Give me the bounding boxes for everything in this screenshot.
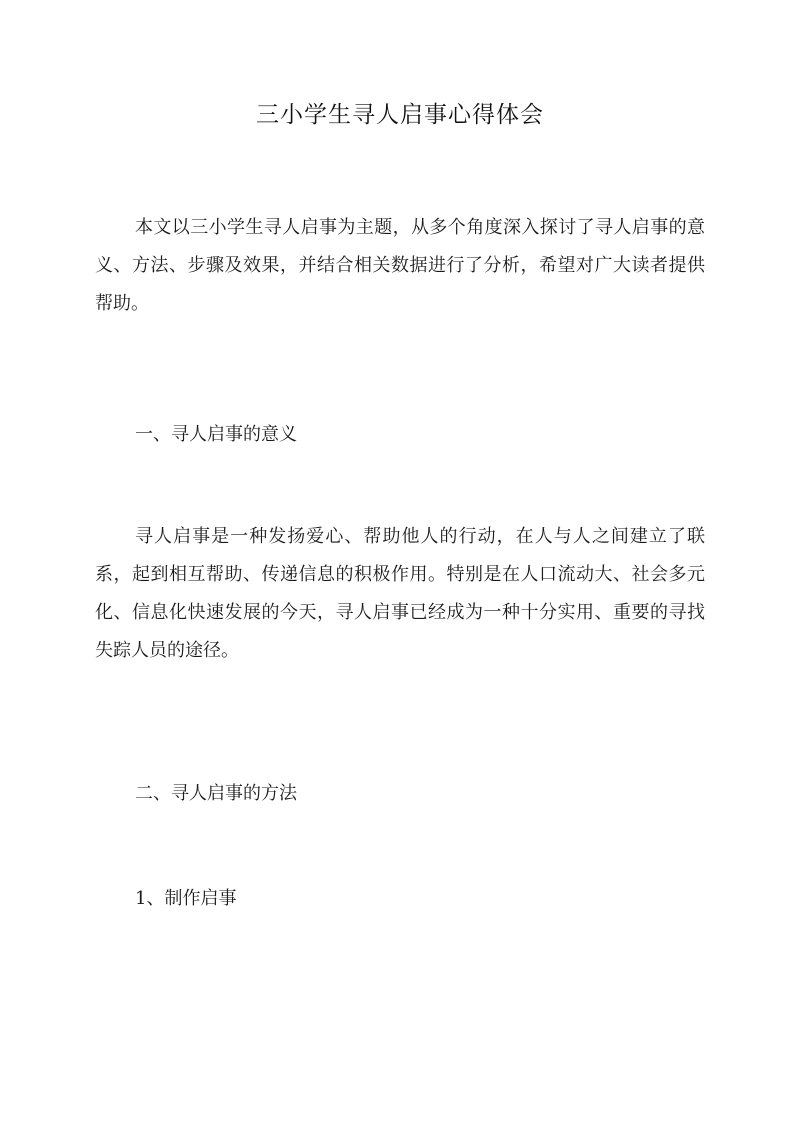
subsection-heading-make-notice: 1、制作启事 [135,888,237,909]
section-heading-methods: 二、寻人启事的方法 [135,783,297,804]
document-title: 三小学生寻人启事心得体会 [256,102,544,128]
section-paragraph-meaning: 寻人启事是一种发扬爱心、帮助他人的行动，在人与人之间建立了联系，起到相互帮助、传递信息的积极作用。特别是在人口流动大、社会多元化、信息化快速发展的今天，寻人启事已经成为一种十分实用、重要的寻找失踪人员的途径。 [95,526,705,661]
intro-paragraph: 本文以三小学生寻人启事为主题，从多个角度深入探讨了寻人启事的意义、方法、步骤及效果，并结合相关数据进行了分析，希望对广大读者提供帮助。 [95,217,705,314]
section-heading-meaning: 一、寻人启事的意义 [135,424,297,445]
